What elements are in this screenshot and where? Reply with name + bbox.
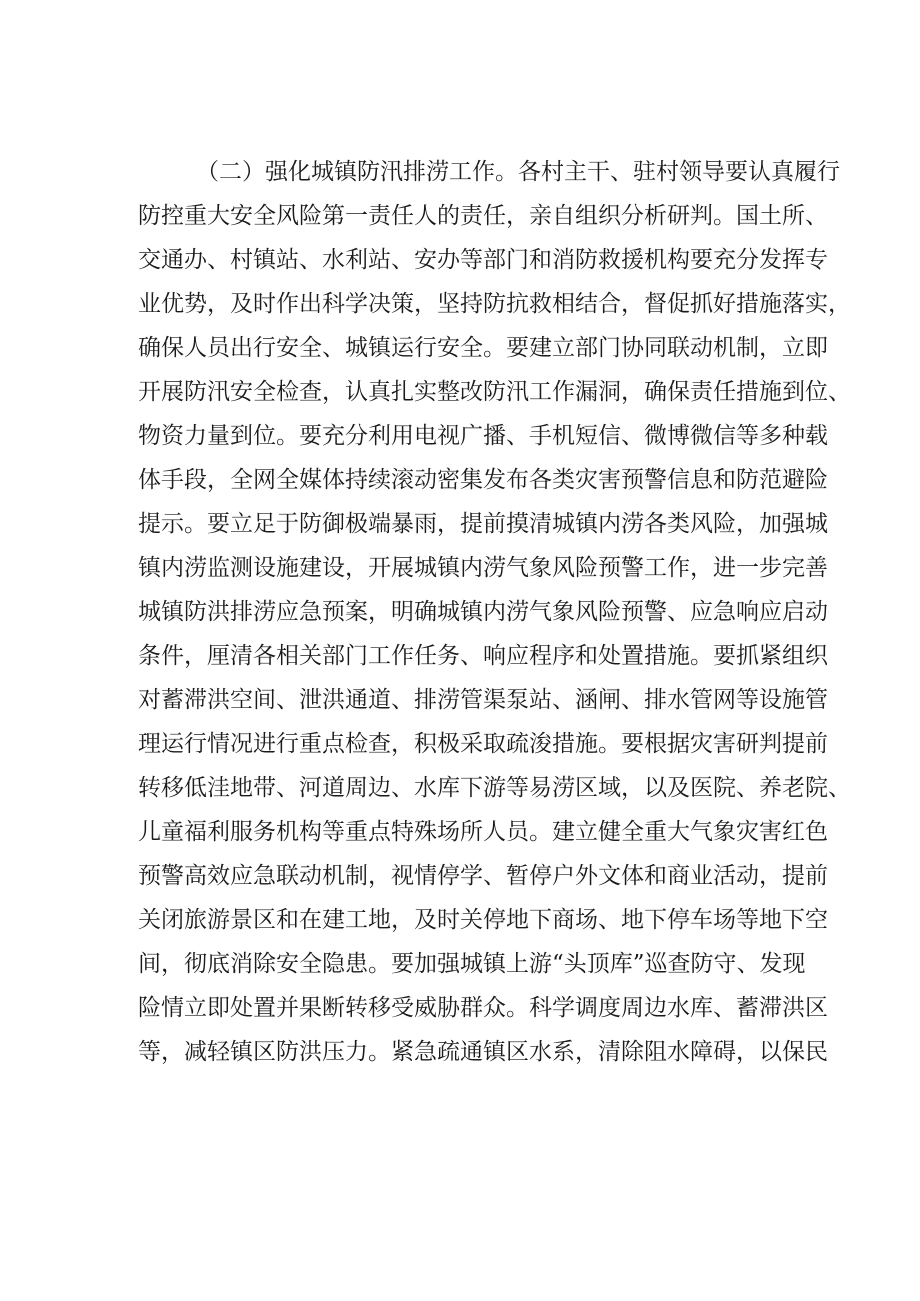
paragraph-line: 预警高效应急联动机制，视情停学、暂停户外文体和商业活动，提前 (138, 863, 828, 889)
paragraph-line: 儿童福利服务机构等重点特殊场所人员。建立健全重大气象灾害红色 (138, 819, 828, 845)
paragraph-line: 确保人员出行安全、城镇运行安全。要建立部门协同联动机制，立即 (138, 335, 828, 361)
paragraph-line: 业优势，及时作出科学决策，坚持防抗救相结合，督促抓好措施落实， (138, 291, 851, 317)
paragraph-line: 城镇防洪排涝应急预案，明确城镇内涝气象风险预警、应急响应启动 (138, 599, 828, 625)
paragraph-line: 条件，厘清各相关部门工作任务、响应程序和处置措施。要抓紧组织 (138, 643, 828, 669)
paragraph-line: 物资力量到位。要充分利用电视广播、手机短信、微博微信等多种载 (138, 423, 828, 449)
paragraph-line: 防控重大安全风险第一责任人的责任，亲自组织分析研判。国土所、 (138, 203, 828, 229)
paragraph-line: 镇内涝监测设施建设，开展城镇内涝气象风险预警工作，进一步完善 (138, 555, 828, 581)
paragraph-line: 对蓄滞洪空间、泄洪通道、排涝管渠泵站、涵闸、排水管网等设施管 (138, 687, 828, 713)
paragraph-line: 交通办、村镇站、水利站、安办等部门和消防救援机构要充分发挥专 (138, 247, 828, 273)
paragraph-line: （二）强化城镇防汛排涝工作。各村主干、驻村领导要认真履行 (196, 159, 840, 185)
paragraph-line: 开展防汛安全检查，认真扎实整改防汛工作漏洞，确保责任措施到位、 (138, 379, 851, 405)
paragraph-line: 体手段，全网全媒体持续滚动密集发布各类灾害预警信息和防范避险 (138, 467, 828, 493)
paragraph-line: 理运行情况进行重点检查，积极采取疏浚措施。要根据灾害研判提前 (138, 731, 828, 757)
paragraph-line: 转移低洼地带、河道周边、水库下游等易涝区域，以及医院、养老院、 (138, 775, 851, 801)
paragraph-line: 关闭旅游景区和在建工地，及时关停地下商场、地下停车场等地下空 (138, 907, 828, 933)
paragraph-line: 险情立即处置并果断转移受威胁群众。科学调度周边水库、蓄滞洪区 (138, 995, 828, 1021)
paragraph-line: 提示。要立足于防御极端暴雨，提前摸清城镇内涝各类风险，加强城 (138, 511, 828, 537)
paragraph-line: 等，减轻镇区防洪压力。紧急疏通镇区水系，清除阻水障碍，以保民 (138, 1039, 828, 1065)
paragraph-line: 间，彻底消除安全隐患。要加强城镇上游“头顶库”巡查防守、发现 (138, 951, 806, 977)
body-paragraph (138, 150, 851, 1074)
